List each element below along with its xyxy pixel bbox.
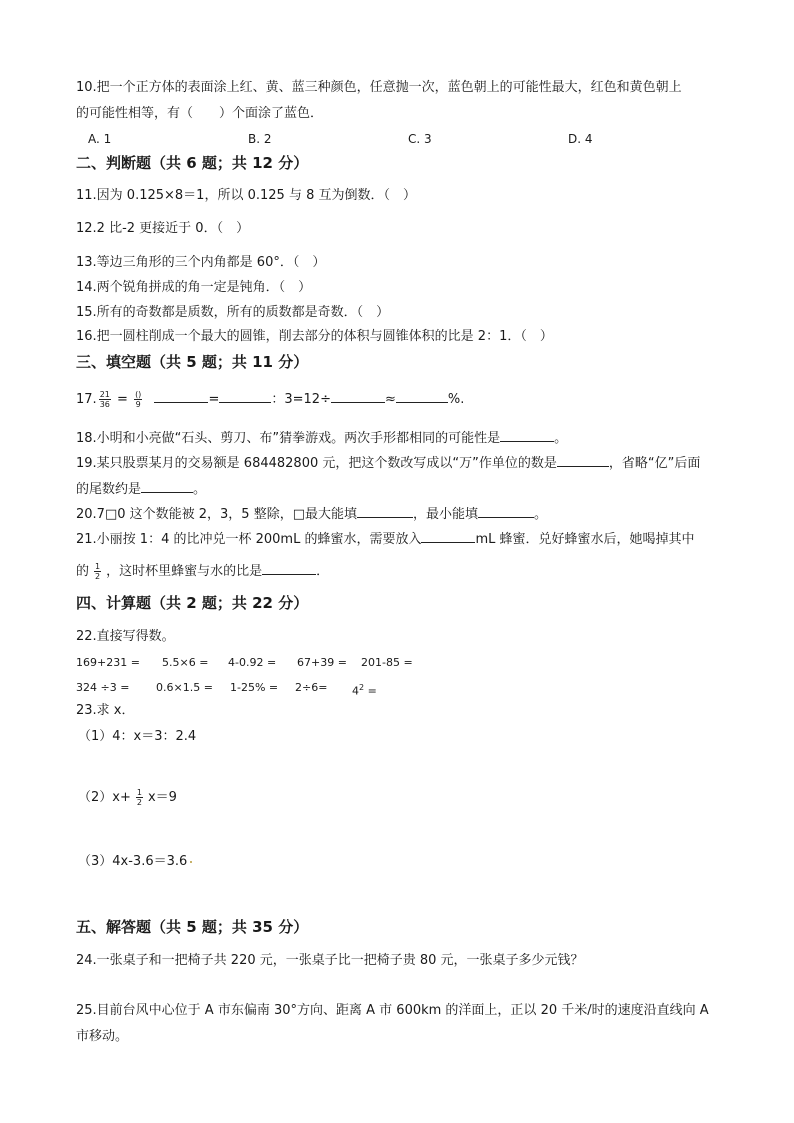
q21-fraction [94,562,101,581]
q21-frac-den: 2 [95,572,101,581]
q17-blank-4[interactable] [396,390,448,403]
question-21-line-2 [76,562,329,581]
q17-frac1-num: 21 [99,390,110,399]
q19-blank-2[interactable] [141,480,193,493]
q17-blank-3[interactable] [331,390,385,403]
q17-t1: = [208,392,220,407]
q20-c: 。 [534,507,548,522]
q20-blank-2[interactable] [478,505,534,518]
q17-frac1-den: 36 [99,400,110,409]
q20-a: 20.7□0 这个数能被 2，3，5 整除，□最大能填 [76,507,357,522]
q22-r2-c1: 324 ÷3 = [76,681,130,694]
q22-r2-exp: 2 [359,683,365,692]
option-c: C. 3 [408,132,432,146]
q23-frac-den: 2 [136,798,142,807]
question-25-line-1: 25.目前台风中心位于 A 市东偏南 30°方向、距离 A 市 600km 的洋面上，正以 20 千米/时的速度沿直线向 A [76,1003,709,1018]
q22-r1-c1: 169+231 = [76,656,140,669]
q21-b: mL 蜂蜜．兑好蜂蜜水后，她喝掉其中 [475,532,695,547]
q19-blank-1[interactable] [557,454,609,467]
q18-text: 18.小明和小亮做“石头、剪刀、布”猜拳游戏。两次手形都相同的可能性是 [76,431,501,446]
question-13: 13.等边三角形的三个内角都是 60°．（ ） [76,255,326,270]
q23-p2-a: （2）x+ [78,790,131,805]
q18-end: 。 [554,431,568,446]
q17-eq: = [117,392,128,407]
q22-r1-c2: 5.5×6 = [162,656,209,669]
section-2-title: 二、判断题（共 6 题；共 12 分） [76,154,309,172]
question-14: 14.两个锐角拼成的角一定是钝角．（ ） [76,280,312,295]
option-d: D. 4 [568,132,593,146]
q21-blank-2[interactable] [262,562,316,575]
q19-b: ，省略“亿”后面 [608,456,701,471]
section-4-title: 四、计算题（共 2 题；共 22 分） [76,594,309,612]
q20-blank-1[interactable] [357,505,413,518]
question-11: 11.因为 0.125×8＝1，所以 0.125 与 8 互为倒数．（ ） [76,188,416,203]
q23-frac-num: 1 [136,788,142,797]
q22-r2-c5 [352,680,377,700]
q23-part-1: （1）4：x＝3：2.4 [78,729,197,744]
question-21-line-1 [76,530,695,548]
option-b: B. 2 [248,132,272,146]
question-20 [76,505,547,523]
section-5-title: 五、解答题（共 5 题；共 35 分） [76,918,309,936]
question-25-line-2: 市移动。 [76,1029,129,1044]
q21-c: 的 [76,564,90,579]
q21-e: ． [316,564,330,579]
q19-d: 。 [193,482,207,497]
q17-blank-2[interactable] [219,390,271,403]
q17-t2: ：3=12÷ [271,392,331,407]
question-10-line-1: 10.把一个正方体的表面涂上红、黄、蓝三种颜色，任意抛一次，蓝色朝上的可能性最大，红色和黄色朝上 [76,80,682,95]
q19-a: 19.某只股票某月的交易额是 684482800 元，把这个数改写成以“万”作单位的数是 [76,456,557,471]
q21-blank-1[interactable] [421,530,475,543]
q22-r2-c4: 2÷6= [295,681,328,694]
q18-blank[interactable] [500,429,554,442]
q17-fraction-2 [134,390,142,409]
q21-d: ，这时杯里蜂蜜与水的比是 [106,564,263,579]
q17-prefix: 17. [76,392,97,407]
q19-c: 的尾数约是 [76,482,142,497]
q22-r2-c2: 0.6×1.5 = [156,681,213,694]
option-a: A. 1 [88,132,112,146]
question-12: 12.2 比-2 更接近于 0．（ ） [76,221,250,236]
q17-t4: %. [447,392,465,407]
q23-part-2 [78,788,177,807]
question-15: 15.所有的奇数都是质数，所有的质数都是奇数．（ ） [76,305,390,320]
q23-p2-b: x＝9 [147,790,177,805]
q22-r1-c5: 201-85 = [361,656,413,669]
q21-frac-num: 1 [95,562,101,571]
q22-r1-c3: 4-0.92 = [228,656,277,669]
q17-blank-1[interactable] [154,390,208,403]
question-17 [76,390,464,409]
q23-fraction [136,788,143,807]
q22-r2-c3: 1-25% = [230,681,279,694]
q22-r2-tail: = [364,684,377,698]
section-3-title: 三、填空题（共 5 题；共 11 分） [76,353,309,371]
q23-part-3: （3）4x-3.6＝3.6 [78,854,188,869]
q17-frac2-den: 9 [135,400,141,409]
q17-t3: ≈ [384,392,396,407]
question-23-title: 23.求 x． [76,703,135,718]
question-24: 24.一张桌子和一把椅子共 220 元，一张桌子比一把椅子贵 80 元，一张桌子多少元钱？ [76,953,584,968]
question-16: 16.把一圆柱削成一个最大的圆锥，削去部分的体积与圆锥体积的比是 2：1．（ ） [76,329,553,344]
question-22-title: 22.直接写得数。 [76,629,175,644]
question-19-line-1 [76,454,700,472]
question-19-line-2 [76,480,206,498]
q21-a: 21.小丽按 1：4 的比冲兑一杯 200mL 的蜂蜜水，需要放入 [76,532,422,547]
question-10-line-2: 的可能性相等，有（ ）个面涂了蓝色． [76,106,324,121]
q22-r1-c4: 67+39 = [297,656,347,669]
q17-fraction-1 [99,390,111,409]
q22-r2-base: 4 [352,684,359,698]
q20-b: ，最小能填 [413,507,479,522]
q17-frac2-num: () [135,390,142,399]
question-18 [76,429,567,447]
stray-dot [190,861,192,863]
